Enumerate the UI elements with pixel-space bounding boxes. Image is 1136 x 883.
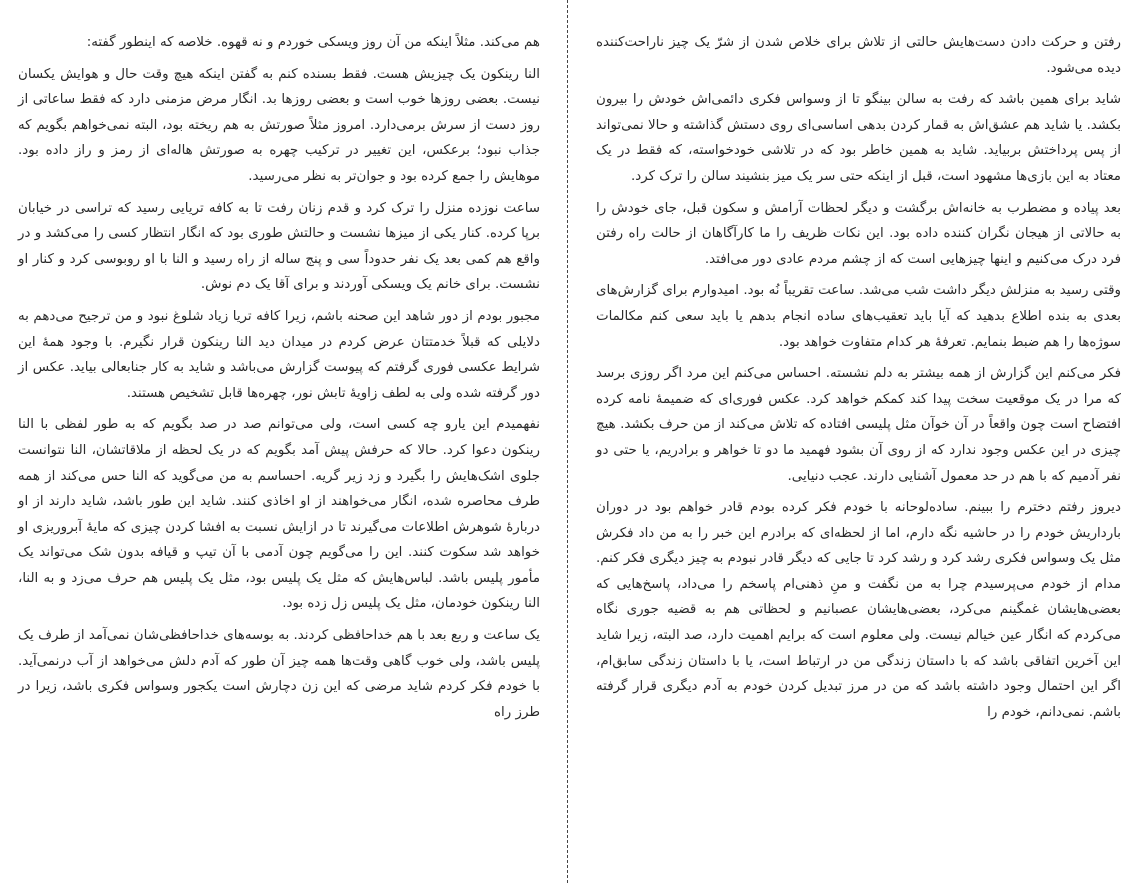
paragraph: مجبور بودم از دور شاهد این صحنه باشم، زیرا کافه تریا زیاد شلوغ نبود و من ترجیح می‌دهم به دلایلی که قبلاً خدمتتان عرض کردم در میدان دید النا رینکون قرار نگیرم. با وجود همهٔ این شرایط عکسی فوری گرفتم که پیوست گزارش می‌باشد و شاید به کار جنابعالی بیاید. عکس از دور گرفته شده ولی به لطف زاویهٔ تابش نور، چهره‌ها قابل تشخیص هستند. <box>18 308 540 401</box>
paragraph: شاید برای همین باشد که رفت به سالن بینگو تا از وسواس فکری دائمی‌اش خودش را بیرون بکشد. یا شاید هم عشق‌اش به قمار کردن بدهی اساسی‌ای روی دستش گذاشته و حالا نمی‌تواند از پس پرداختش بربیاید. شاید به همین خاطر بود که در تلاشی خودخواسته، که فقط در یک معتاد به این بازی‌ها مشهود است، قبل از اینکه حتی سر یک میز بنشیند سالن را ترک کرد. <box>596 92 1121 184</box>
paragraph: یک ساعت و ربع بعد با هم خداحافظی کردند. به بوسه‌های خداحافظی‌شان نمی‌آمد از طرف یک پلیس باشد، ولی خوب گاهی وقت‌ها همه چیز آن طور که آدم دلش می‌خواهد از آب درنمی‌آید. با خودم فکر کردم شاید مرضی که این زن دچارش است یکجور وسواس فکری باشد، زیرا در طرز راه <box>18 628 540 720</box>
paragraph: النا رینکون یک چیزیش هست. فقط بسنده کنم به گفتن اینکه هیچ وقت حال و هوایش یکسان نیست. بعضی روزها خوب است و بعضی روزها بد. انگار مرض مزمنی دارد که فقط ساعاتی از روز دست از سرش برمی‌دارد. امروز مثلاً صورتش به هم ریخته بود، البته نمی‌خواهم بگویم که جذاب نبود؛ برعکس، این تغییر در ترکیب چهره به صورتش هاله‌ای از رمز و راز داده بود. موهایش را جمع کرده بود و جوان‌تر به نظر می‌رسید. <box>18 66 540 184</box>
left-page <box>18 30 540 731</box>
paragraph: ساعت نوزده منزل را ترک کرد و قدم زنان رفت تا به کافه تریایی رسید که تراسی در خیابان برپا کرده. کنار یکی از میزها نشست و حالتش طوری بود که انگار انتظار کسی را می‌کشد و در واقع هم کمی بعد یک نفر حدوداً سی و پنج ساله از راه رسید و النا با او روبوسی کرد و کنار او نشست. برای خانم یک ویسکی آوردند و برای آقا یک دم نوش. <box>18 200 540 293</box>
paragraph: نفهمیدم این یارو چه کسی است، ولی می‌توانم صد در صد بگویم که به طور لفظی با النا رینکون دعوا کرد. حالا که حرفش پیش آمد بگویم که در یک لحظه از ملاقاتشان، النا نتوانست جلوی اشک‌هایش را بگیرد و زد زیر گریه. احساسم به من می‌گوید که النا حس می‌کند از همه طرف محاصره شده، انگار می‌خواهند از او اخاذی کنند. شاید این طور باشد، شاید دارند از او دربارهٔ شوهرش اطلاعات می‌گیرند تا در ازایش نسبت به افشا کردن چیزی که مایهٔ آبروریزی او خواهد شد سکوت کنند. این را می‌گویم چون آدمی با آن تیپ و قیافه بدون شک می‌تواند یک مأمور پلیس باشد. لباس‌هایش که مثل یک پلیس بود، مثل یک پلیس هم حرف می‌زد و به النا، النا رینکون خودمان، مثل یک پلیس زل زده بود. <box>18 417 540 612</box>
paragraph: هم می‌کند. مثلاً اینکه من آن روز ویسکی خوردم و نه قهوه. خلاصه که اینطور گفته: <box>86 35 540 50</box>
paragraph: دیروز رفتم دخترم را ببینم. ساده‌لوحانه با خودم فکر کرده بودم قادر خواهم بود در دوران بارداریش خودم را در حاشیه نگه دارم، اما از لحظه‌ای که برادرم این خبر را به من داد فکرش مثل یک وسواس فکری رشد کرد و رشد کرد تا جایی که دیگر قادر نبودم به چیز دیگری فکر کنم. مدام از خودم می‌پرسیدم چرا به من نگفت و منِ ذهنی‌ام پاسخم را می‌داد، پاسخ‌هایی که بعضی‌هایشان غمگینم می‌کرد، بعضی‌هایشان عصبانیم و لحظاتی هم به قضیه جوری نگاه می‌کردم که انگار عین خیالم نیست. ولی معلوم است که برایم اهمیت دارد، صد البته، زیرا شاید این آخرین اتفاقی باشد که با داستان زندگی من در ارتباط است، یا با داستان زندگی سابق‌ام، اگر این احتمال وجود داشته باشد که من در مرز تبدیل کردن خودم به آدم دیگری قرار گرفته باشم. نمی‌دانم، خودم را <box>596 500 1121 720</box>
right-page <box>596 30 1121 731</box>
paragraph: رفتن و حرکت دادن دست‌هایش حالتی از تلاش برای خلاص شدن از شرّ یک چیز ناراحت‌کننده دیده می‌شود. <box>596 35 1121 76</box>
page-divider <box>567 0 568 883</box>
paragraph: بعد پیاده و مضطرب به خانه‌اش برگشت و دیگر لحظات آرامش و سکون قبل، جای خودش را به حالاتی از هیجان نگران کننده داده بود. این نکات ظریف را ما کارآگاهان از حالت راه رفتن فرد درک می‌کنیم و اینها چیزهایی است که از چشم مردم عادی دور می‌افتد. <box>596 200 1121 267</box>
paragraph: وقتی رسید به منزلش دیگر داشت شب می‌شد. ساعت تقریباً نُه بود. امیدوارم برای گزارش‌های بعدی به بنده اطلاع بدهید که آیا باید تعقیب‌های ساده انجام بدهم یا باید سعی کنم مکالمات سوژه‌ها را هم ضبط بنمایم. تعرفهٔ هر کدام متفاوت خواهد بود. <box>596 283 1121 350</box>
paragraph: فکر می‌کنم این گزارش از همه بیشتر به دلم نشسته. احساس می‌کنم این مرد اگر روزی برسد که مرا در یک موقعیت سخت پیدا کند کمکم خواهد کرد. عکس فوری‌ای که ضمیمهٔ نامه کرده افتضاح است چون واقعاً در آن خوآن مثل پلیسی افتاده که تلاش می‌کند از من حرف بکشد. هیچ چیزی در این عکس وجود ندارد که از روی آن بشود فهمید ما دو تا خواهر و برادریم، یا حتی دو نفر آدمیم که با هم در حد معمول آشنایی دارند. عجب دنیایی. <box>596 366 1121 484</box>
